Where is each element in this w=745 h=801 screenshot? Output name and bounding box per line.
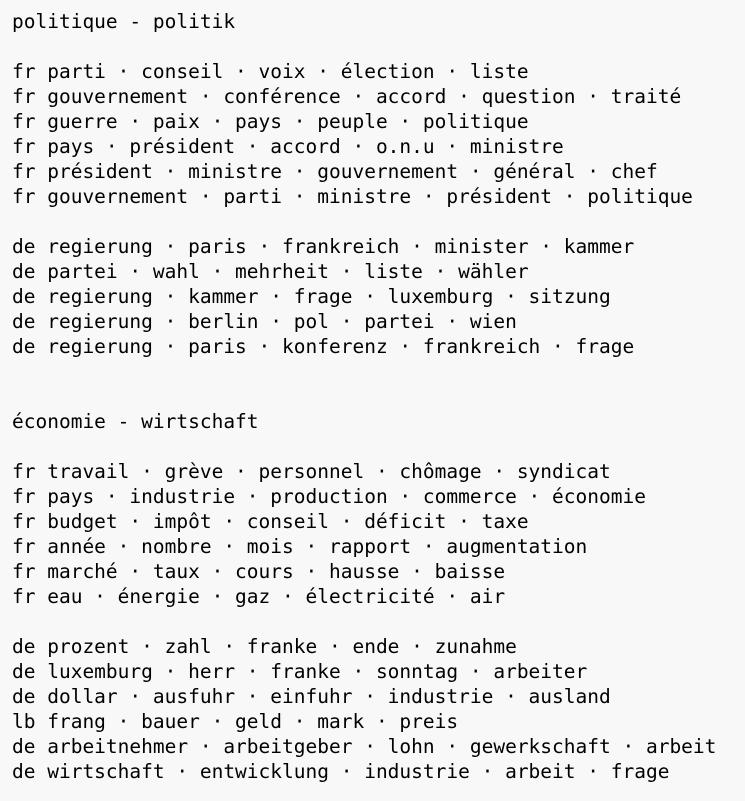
topic-line: de arbeitnehmer · arbeitgeber · lohn · gewerkschaft · arbeit: [12, 735, 717, 758]
spacer: [12, 609, 745, 634]
word-group-de: [12, 634, 745, 784]
topic-line: fr gouvernement · conférence · accord · question · traité: [12, 85, 682, 108]
topic-line: fr président · ministre · gouvernement · général · chef: [12, 160, 658, 183]
topic-line: de wirtschaft · entwicklung · industrie · arbeit · frage: [12, 760, 670, 783]
topic-line: fr budget · impôt · conseil · déficit · taxe: [12, 510, 529, 533]
topic-line: fr pays · président · accord · o.n.u · ministre: [12, 135, 564, 158]
spacer: [12, 359, 745, 384]
topic-line: de regierung · paris · frankreich · minister · kammer: [12, 235, 635, 258]
topic-line: de partei · wahl · mehrheit · liste · wähler: [12, 260, 529, 283]
topic-line: fr guerre · paix · pays · peuple · politique: [12, 110, 529, 133]
topic-line: de regierung · berlin · pol · partei · wien: [12, 310, 517, 333]
topic-line: fr gouvernement · parti · ministre · président · politique: [12, 185, 693, 208]
topic-line: de prozent · zahl · franke · ende · zunahme: [12, 635, 517, 658]
topic-line: de dollar · ausfuhr · einfuhr · industrie · ausland: [12, 685, 611, 708]
topic-line: fr eau · énergie · gaz · électricité · air: [12, 585, 506, 608]
topic-line: de luxemburg · herr · franke · sonntag · arbeiter: [12, 660, 588, 683]
topic-line: fr marché · taux · cours · hausse · baisse: [12, 560, 506, 583]
topic-line: lb frang · bauer · geld · mark · preis: [12, 710, 459, 733]
spacer: [12, 209, 745, 234]
topic-line: fr année · nombre · mois · rapport · augmentation: [12, 535, 588, 558]
topic-line: fr pays · industrie · production · commerce · économie: [12, 485, 646, 508]
section-politique: [12, 9, 745, 359]
word-group-fr: [12, 59, 745, 209]
word-group-de: [12, 234, 745, 359]
spacer: [12, 384, 745, 409]
spacer: [12, 434, 745, 459]
section-heading: politique - politik: [12, 10, 236, 33]
topic-line: de regierung · kammer · frage · luxemburg · sitzung: [12, 285, 611, 308]
section-heading: économie - wirtschaft: [12, 410, 259, 433]
word-group-fr: [12, 459, 745, 609]
spacer: [12, 34, 745, 59]
topic-line: de regierung · paris · konferenz · frankreich · frage: [12, 335, 635, 358]
topic-line: fr parti · conseil · voix · élection · liste: [12, 60, 529, 83]
topic-line: fr travail · grève · personnel · chômage · syndicat: [12, 460, 611, 483]
section-economie: [12, 409, 745, 784]
